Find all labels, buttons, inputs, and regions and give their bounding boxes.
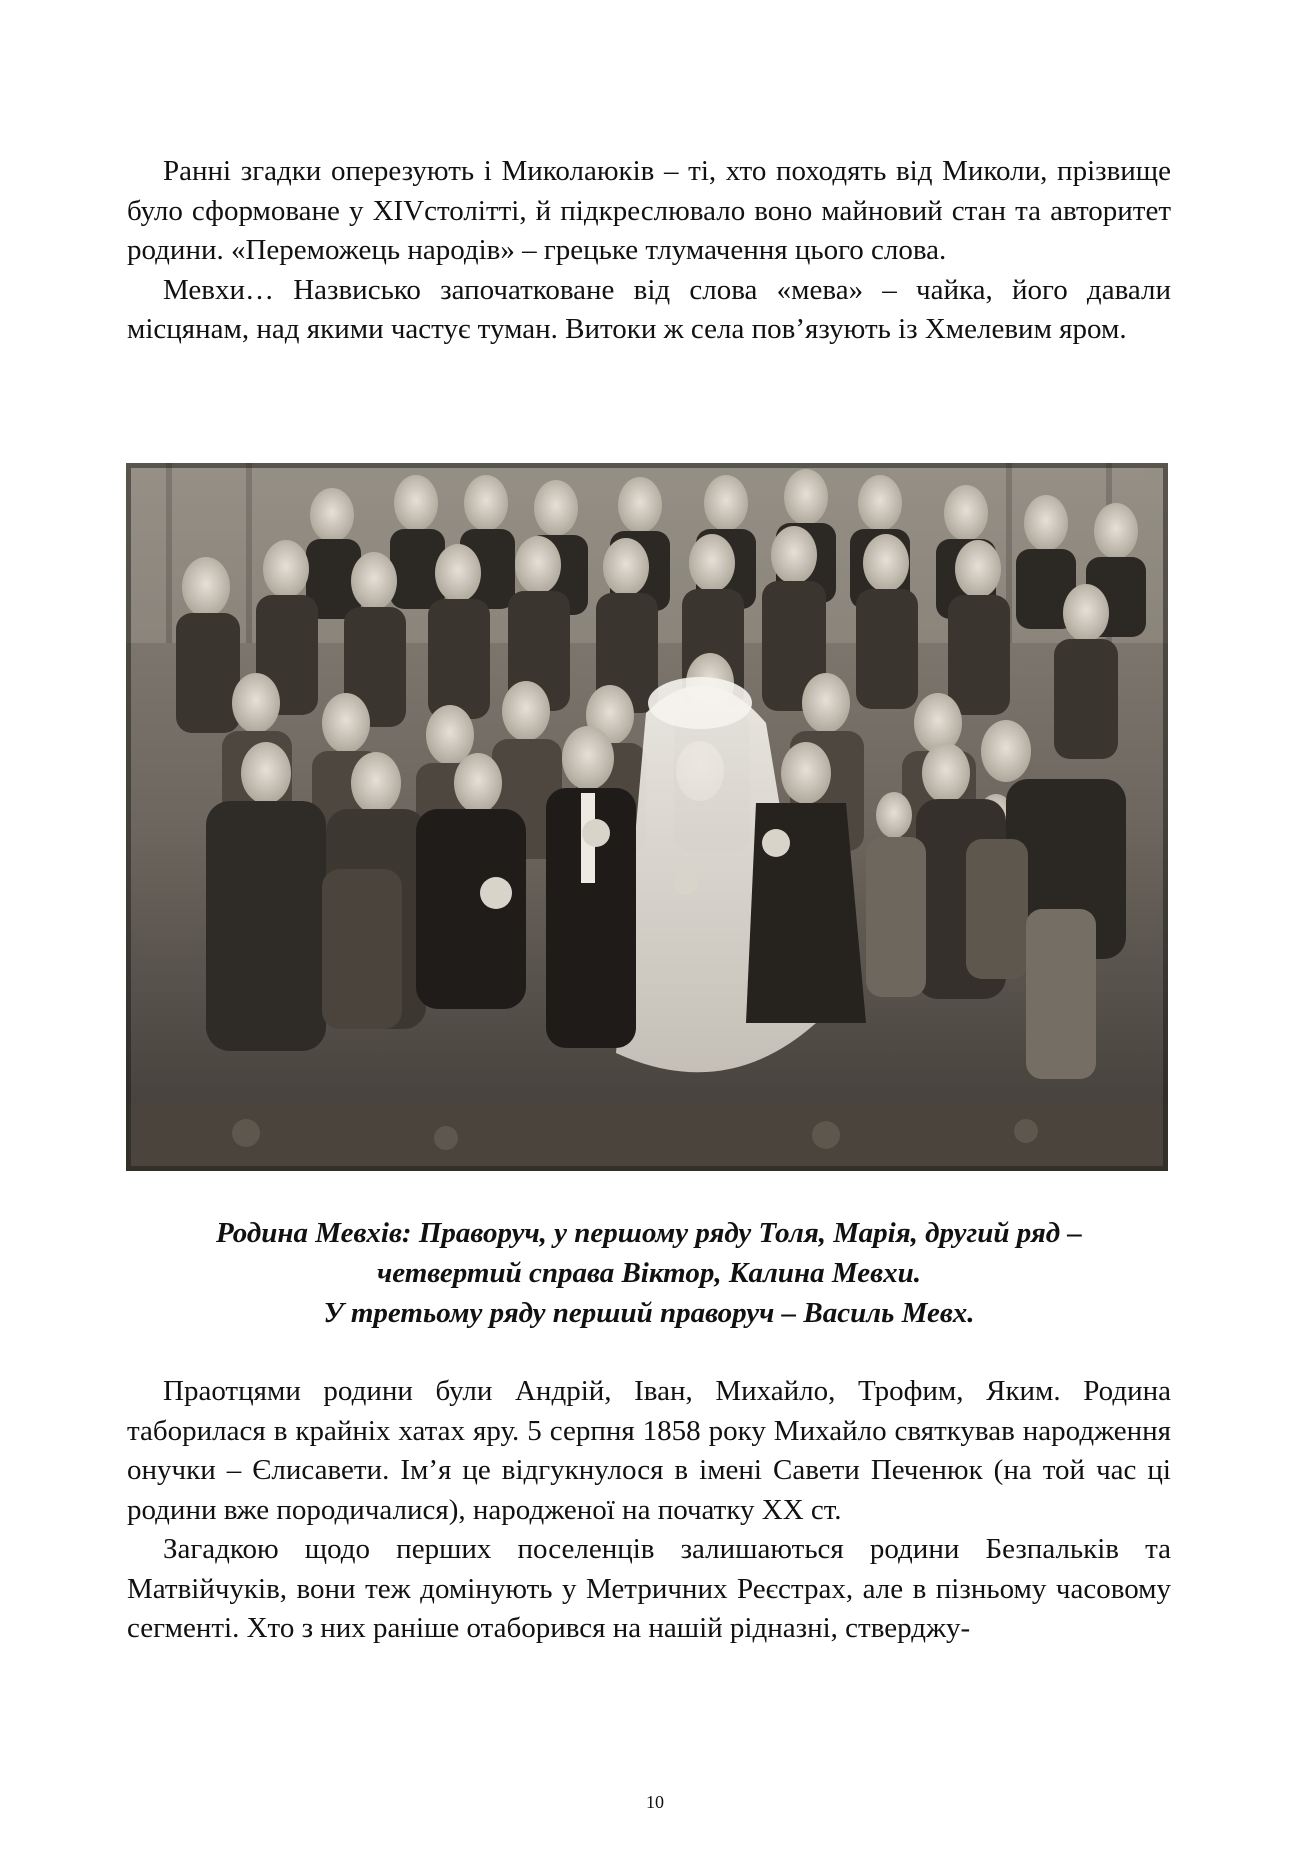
paragraph: Праотцями родини були Андрій, Іван, Михайло, Трофим, Яким. Родина таборилася в крайніх хатах яру. 5 серпня 1858 року Михайло святкував народження онучки – Єлисавети. Ім’я це відгукнулося в імені Савети Печенюк (на той час ці родини вже породичалися), народженої на початку XX ст. — [127, 1375, 1171, 1526]
group-photo-icon — [126, 463, 1168, 1171]
paragraph: Ранні згадки оперезують і Миколаюків – ті, хто походять від Миколи, прізвище було сформоване у XIVстолітті, й підкреслювало воно майновий стан та авторитет родини. «Переможець народів» – грецьке тлумачення цього слова. — [127, 155, 1171, 266]
caption-line: Родина Мевхів: Праворуч, у першому ряду Толя, Марія, другий ряд – — [216, 1217, 1082, 1249]
paragraph: Мевхи… Назвисько започатковане від слова «мева» – чайка, його давали місцянам, над якими частує туман. Витоки ж села пов’язують із Хмелевим яром. — [127, 273, 1171, 345]
page-number: 10 — [646, 1792, 664, 1812]
photo-caption — [127, 1213, 1171, 1333]
paragraph: Загадкою щодо перших поселенців залишаються родини Безпальків та Матвійчуків, вони теж домінують у Метричних Реєстрах, але в пізньому часовому сегменті. Хто з них раніше отаборився на нашій рідназні, стверджу- — [127, 1533, 1171, 1644]
body-text — [127, 1372, 1171, 1649]
caption-line: четвертий справа Віктор, Калина Мевхи. — [377, 1257, 921, 1289]
intro-text — [127, 152, 1171, 350]
family-group-photo — [126, 463, 1168, 1171]
caption-line: У третьому ряду перший праворуч – Василь Мевх. — [323, 1297, 975, 1329]
